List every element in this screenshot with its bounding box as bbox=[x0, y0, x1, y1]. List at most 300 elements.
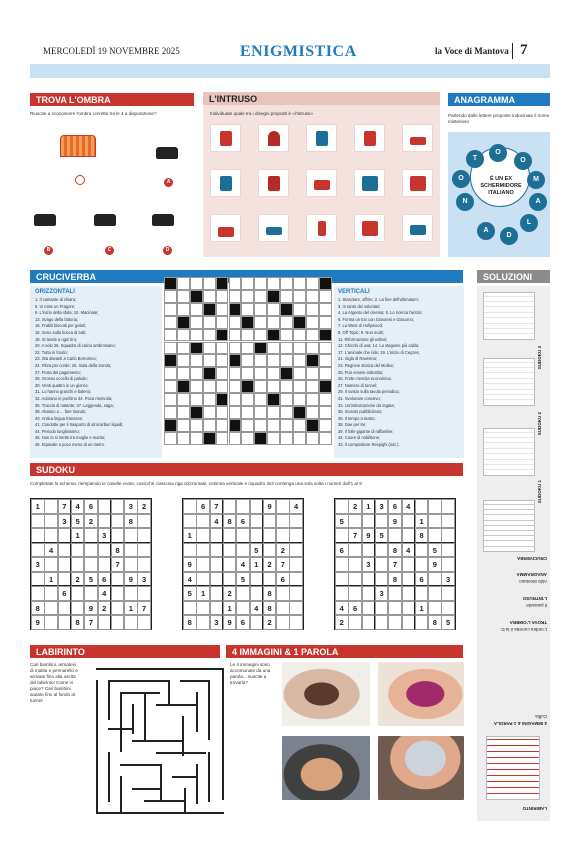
crossword-cell[interactable] bbox=[293, 432, 306, 445]
sudoku-cell[interactable] bbox=[236, 499, 250, 514]
crossword-cell[interactable] bbox=[241, 393, 254, 406]
sudoku-cell[interactable] bbox=[44, 528, 58, 543]
crossword-cell[interactable] bbox=[177, 367, 190, 380]
sudoku-cell[interactable] bbox=[124, 615, 138, 630]
sudoku-cell[interactable] bbox=[31, 543, 45, 558]
crossword-cell[interactable] bbox=[177, 406, 190, 419]
shadow-b-icon[interactable] bbox=[34, 214, 56, 226]
crossword-cell[interactable] bbox=[229, 380, 242, 393]
crossword-cell[interactable] bbox=[229, 277, 242, 290]
sudoku-cell[interactable] bbox=[84, 557, 98, 572]
crossword-cell[interactable] bbox=[280, 290, 293, 303]
sudoku-cell[interactable] bbox=[137, 557, 151, 572]
crossword-cell[interactable] bbox=[241, 419, 254, 432]
crossword-cell[interactable] bbox=[267, 393, 280, 406]
chest-icon[interactable] bbox=[354, 214, 385, 242]
crossword-cell[interactable] bbox=[319, 303, 332, 316]
crossword-cell[interactable] bbox=[293, 406, 306, 419]
sudoku-cell[interactable] bbox=[402, 557, 416, 572]
crossword-cell[interactable] bbox=[254, 277, 267, 290]
maze[interactable] bbox=[96, 668, 224, 814]
sudoku-cell[interactable] bbox=[362, 615, 376, 630]
sudoku-cell[interactable] bbox=[402, 601, 416, 616]
sudoku-cell[interactable] bbox=[428, 499, 442, 514]
option-b-badge[interactable]: B bbox=[44, 246, 53, 255]
crossword-cell[interactable] bbox=[216, 303, 229, 316]
crossword-cell[interactable] bbox=[164, 367, 177, 380]
sudoku-cell[interactable] bbox=[58, 615, 72, 630]
sudoku-cell[interactable] bbox=[183, 601, 197, 616]
crossword-cell[interactable] bbox=[190, 354, 203, 367]
sudoku-cell[interactable] bbox=[44, 586, 58, 601]
crossword-cell[interactable] bbox=[229, 303, 242, 316]
sudoku-cell[interactable] bbox=[44, 615, 58, 630]
bunk-icon[interactable] bbox=[354, 169, 385, 197]
crossword-cell[interactable] bbox=[164, 277, 177, 290]
crossword-cell[interactable] bbox=[254, 393, 267, 406]
crossword-cell[interactable] bbox=[306, 393, 319, 406]
sudoku-cell[interactable] bbox=[236, 601, 250, 616]
crossword-cell[interactable] bbox=[203, 367, 216, 380]
sudoku-cell[interactable] bbox=[362, 572, 376, 587]
crossword-cell[interactable] bbox=[216, 290, 229, 303]
sudoku-grid-2[interactable] bbox=[182, 498, 304, 630]
sudoku-cell[interactable] bbox=[263, 572, 277, 587]
sudoku-cell[interactable] bbox=[375, 601, 389, 616]
crossword-cell[interactable] bbox=[319, 316, 332, 329]
crossword-cell[interactable] bbox=[306, 329, 319, 342]
crossword-grid[interactable] bbox=[164, 277, 332, 445]
floor-lamp-icon[interactable] bbox=[306, 214, 337, 242]
crossword-cell[interactable] bbox=[216, 406, 229, 419]
crossword-cell[interactable] bbox=[319, 277, 332, 290]
sudoku-cell[interactable] bbox=[289, 543, 303, 558]
sudoku-cell[interactable] bbox=[58, 601, 72, 616]
crossword-cell[interactable] bbox=[177, 316, 190, 329]
sudoku-cell[interactable] bbox=[137, 615, 151, 630]
sudoku-cell[interactable] bbox=[441, 586, 455, 601]
crossword-cell[interactable] bbox=[190, 290, 203, 303]
sudoku-cell[interactable] bbox=[196, 615, 210, 630]
crossword-cell[interactable] bbox=[306, 419, 319, 432]
bench-icon[interactable] bbox=[402, 214, 433, 242]
crossword-cell[interactable] bbox=[306, 380, 319, 393]
sudoku-cell[interactable] bbox=[98, 499, 112, 514]
crossword-cell[interactable] bbox=[241, 290, 254, 303]
sudoku-cell[interactable] bbox=[236, 586, 250, 601]
crossword-cell[interactable] bbox=[254, 354, 267, 367]
crossword-cell[interactable] bbox=[190, 316, 203, 329]
sudoku-cell[interactable] bbox=[111, 499, 125, 514]
sudoku-cell[interactable] bbox=[388, 586, 402, 601]
double-bed-icon[interactable] bbox=[306, 169, 337, 197]
crossword-cell[interactable] bbox=[241, 277, 254, 290]
crossword-cell[interactable] bbox=[164, 380, 177, 393]
crossword-cell[interactable] bbox=[293, 380, 306, 393]
crossword-cell[interactable] bbox=[254, 380, 267, 393]
crossword-cell[interactable] bbox=[164, 354, 177, 367]
sudoku-cell[interactable] bbox=[428, 586, 442, 601]
crossword-cell[interactable] bbox=[241, 342, 254, 355]
sudoku-cell[interactable] bbox=[98, 557, 112, 572]
sudoku-cell[interactable] bbox=[289, 528, 303, 543]
option-d-badge[interactable]: D bbox=[163, 246, 172, 255]
sudoku-cell[interactable] bbox=[362, 586, 376, 601]
sudoku-cell[interactable] bbox=[402, 586, 416, 601]
sudoku-cell[interactable] bbox=[276, 586, 290, 601]
sudoku-cell[interactable] bbox=[71, 543, 85, 558]
crossword-cell[interactable] bbox=[267, 342, 280, 355]
sudoku-cell[interactable] bbox=[276, 615, 290, 630]
crossword-cell[interactable] bbox=[319, 406, 332, 419]
crossword-cell[interactable] bbox=[164, 303, 177, 316]
crossword-cell[interactable] bbox=[241, 367, 254, 380]
crossword-cell[interactable] bbox=[306, 342, 319, 355]
crossword-cell[interactable] bbox=[241, 354, 254, 367]
crossword-cell[interactable] bbox=[293, 367, 306, 380]
crossword-cell[interactable] bbox=[229, 393, 242, 406]
crossword-cell[interactable] bbox=[306, 406, 319, 419]
wardrobe-icon[interactable] bbox=[210, 169, 241, 197]
sudoku-cell[interactable] bbox=[441, 514, 455, 529]
crossword-cell[interactable] bbox=[164, 342, 177, 355]
crossword-cell[interactable] bbox=[306, 277, 319, 290]
sudoku-cell[interactable] bbox=[415, 586, 429, 601]
table-icon[interactable] bbox=[258, 214, 289, 242]
crossword-cell[interactable] bbox=[177, 303, 190, 316]
crossword-cell[interactable] bbox=[229, 419, 242, 432]
sudoku-cell[interactable] bbox=[111, 514, 125, 529]
sudoku-cell[interactable] bbox=[71, 586, 85, 601]
sudoku-cell[interactable] bbox=[98, 615, 112, 630]
crossword-cell[interactable] bbox=[241, 303, 254, 316]
crossword-cell[interactable] bbox=[164, 329, 177, 342]
sudoku-cell[interactable] bbox=[388, 601, 402, 616]
crossword-cell[interactable] bbox=[177, 329, 190, 342]
crossword-cell[interactable] bbox=[293, 342, 306, 355]
crossword-cell[interactable] bbox=[280, 380, 293, 393]
sudoku-cell[interactable] bbox=[210, 557, 224, 572]
sudoku-cell[interactable] bbox=[31, 528, 45, 543]
crossword-cell[interactable] bbox=[254, 432, 267, 445]
crossword-cell[interactable] bbox=[254, 303, 267, 316]
sudoku-cell[interactable] bbox=[183, 499, 197, 514]
sudoku-cell[interactable] bbox=[250, 499, 264, 514]
crossword-cell[interactable] bbox=[280, 329, 293, 342]
crossword-cell[interactable] bbox=[267, 419, 280, 432]
crossword-cell[interactable] bbox=[216, 393, 229, 406]
crossword-cell[interactable] bbox=[229, 367, 242, 380]
crossword-cell[interactable] bbox=[280, 354, 293, 367]
lamp-icon[interactable] bbox=[354, 124, 385, 152]
sudoku-cell[interactable] bbox=[71, 557, 85, 572]
crossword-cell[interactable] bbox=[267, 380, 280, 393]
crossword-cell[interactable] bbox=[319, 329, 332, 342]
crossword-cell[interactable] bbox=[203, 290, 216, 303]
sudoku-cell[interactable] bbox=[111, 572, 125, 587]
crossword-cell[interactable] bbox=[254, 342, 267, 355]
crossword-cell[interactable] bbox=[190, 303, 203, 316]
sudoku-cell[interactable] bbox=[375, 572, 389, 587]
crossword-cell[interactable] bbox=[293, 290, 306, 303]
crossword-cell[interactable] bbox=[216, 367, 229, 380]
crossword-cell[interactable] bbox=[319, 342, 332, 355]
crossword-cell[interactable] bbox=[177, 354, 190, 367]
sudoku-cell[interactable] bbox=[210, 586, 224, 601]
crossword-cell[interactable] bbox=[319, 354, 332, 367]
sudoku-cell[interactable] bbox=[223, 543, 237, 558]
crossword-cell[interactable] bbox=[203, 393, 216, 406]
sudoku-cell[interactable] bbox=[335, 586, 349, 601]
chair-icon[interactable] bbox=[210, 214, 241, 242]
crossword-cell[interactable] bbox=[190, 380, 203, 393]
sudoku-cell[interactable] bbox=[289, 586, 303, 601]
sudoku-cell[interactable] bbox=[44, 514, 58, 529]
crossword-cell[interactable] bbox=[164, 393, 177, 406]
crossword-cell[interactable] bbox=[306, 354, 319, 367]
crossword-cell[interactable] bbox=[177, 342, 190, 355]
crossword-cell[interactable] bbox=[267, 354, 280, 367]
crossword-cell[interactable] bbox=[177, 290, 190, 303]
crossword-cell[interactable] bbox=[164, 290, 177, 303]
sudoku-cell[interactable] bbox=[428, 514, 442, 529]
crossword-cell[interactable] bbox=[190, 406, 203, 419]
sudoku-cell[interactable] bbox=[250, 528, 264, 543]
sudoku-cell[interactable] bbox=[111, 528, 125, 543]
sudoku-cell[interactable] bbox=[44, 557, 58, 572]
sudoku-cell[interactable] bbox=[31, 572, 45, 587]
crossword-cell[interactable] bbox=[216, 316, 229, 329]
sudoku-cell[interactable] bbox=[58, 557, 72, 572]
crossword-cell[interactable] bbox=[267, 277, 280, 290]
crossword-cell[interactable] bbox=[203, 354, 216, 367]
crossword-cell[interactable] bbox=[177, 393, 190, 406]
sudoku-cell[interactable] bbox=[124, 586, 138, 601]
sudoku-cell[interactable] bbox=[250, 586, 264, 601]
sudoku-cell[interactable] bbox=[183, 543, 197, 558]
crossword-cell[interactable] bbox=[216, 419, 229, 432]
sudoku-cell[interactable] bbox=[210, 543, 224, 558]
sudoku-cell[interactable] bbox=[441, 543, 455, 558]
crossword-cell[interactable] bbox=[229, 354, 242, 367]
sudoku-cell[interactable] bbox=[441, 499, 455, 514]
sudoku-cell[interactable] bbox=[250, 615, 264, 630]
sudoku-cell[interactable] bbox=[402, 528, 416, 543]
sudoku-cell[interactable] bbox=[428, 528, 442, 543]
sudoku-cell[interactable] bbox=[98, 514, 112, 529]
crossword-cell[interactable] bbox=[190, 393, 203, 406]
sudoku-cell[interactable] bbox=[428, 601, 442, 616]
sudoku-cell[interactable] bbox=[415, 557, 429, 572]
crossword-cell[interactable] bbox=[203, 380, 216, 393]
crossword-cell[interactable] bbox=[190, 432, 203, 445]
crossword-cell[interactable] bbox=[280, 419, 293, 432]
sudoku-cell[interactable] bbox=[71, 601, 85, 616]
crossword-cell[interactable] bbox=[306, 367, 319, 380]
sudoku-cell[interactable] bbox=[348, 514, 362, 529]
sudoku-cell[interactable] bbox=[236, 528, 250, 543]
sudoku-cell[interactable] bbox=[196, 601, 210, 616]
crossword-cell[interactable] bbox=[177, 432, 190, 445]
sudoku-cell[interactable] bbox=[289, 572, 303, 587]
crossword-cell[interactable] bbox=[293, 393, 306, 406]
crossword-cell[interactable] bbox=[319, 419, 332, 432]
crossword-cell[interactable] bbox=[293, 354, 306, 367]
sudoku-cell[interactable] bbox=[98, 543, 112, 558]
sudoku-cell[interactable] bbox=[375, 557, 389, 572]
crossword-cell[interactable] bbox=[280, 277, 293, 290]
sudoku-cell[interactable] bbox=[335, 572, 349, 587]
crossword-cell[interactable] bbox=[254, 329, 267, 342]
sudoku-cell[interactable] bbox=[31, 586, 45, 601]
sudoku-cell[interactable] bbox=[362, 514, 376, 529]
crossword-cell[interactable] bbox=[203, 419, 216, 432]
crossword-cell[interactable] bbox=[306, 432, 319, 445]
sudoku-cell[interactable] bbox=[415, 499, 429, 514]
sudoku-cell[interactable] bbox=[137, 586, 151, 601]
crossword-cell[interactable] bbox=[190, 329, 203, 342]
sudoku-cell[interactable] bbox=[428, 572, 442, 587]
sudoku-cell[interactable] bbox=[196, 514, 210, 529]
sudoku-cell[interactable] bbox=[335, 528, 349, 543]
crossword-cell[interactable] bbox=[216, 432, 229, 445]
crossword-cell[interactable] bbox=[267, 432, 280, 445]
crossword-cell[interactable] bbox=[306, 303, 319, 316]
sudoku-cell[interactable] bbox=[335, 499, 349, 514]
sudoku-cell[interactable] bbox=[31, 514, 45, 529]
crossword-cell[interactable] bbox=[164, 419, 177, 432]
sudoku-cell[interactable] bbox=[348, 572, 362, 587]
crossword-cell[interactable] bbox=[177, 380, 190, 393]
sudoku-cell[interactable] bbox=[111, 586, 125, 601]
bed-icon[interactable] bbox=[402, 124, 433, 152]
crossword-cell[interactable] bbox=[319, 393, 332, 406]
sudoku-cell[interactable] bbox=[137, 514, 151, 529]
sudoku-cell[interactable] bbox=[289, 601, 303, 616]
option-a-badge[interactable]: A bbox=[164, 178, 173, 187]
sudoku-cell[interactable] bbox=[402, 514, 416, 529]
sudoku-cell[interactable] bbox=[375, 514, 389, 529]
sudoku-cell[interactable] bbox=[289, 615, 303, 630]
crossword-cell[interactable] bbox=[319, 380, 332, 393]
sudoku-cell[interactable] bbox=[236, 543, 250, 558]
sudoku-cell[interactable] bbox=[58, 528, 72, 543]
crossword-cell[interactable] bbox=[293, 419, 306, 432]
crossword-cell[interactable] bbox=[241, 380, 254, 393]
crossword-cell[interactable] bbox=[254, 290, 267, 303]
crossword-cell[interactable] bbox=[229, 342, 242, 355]
cabinet-icon[interactable] bbox=[258, 169, 289, 197]
umbrella-icon[interactable] bbox=[258, 124, 289, 152]
sudoku-grid-3[interactable] bbox=[334, 498, 456, 630]
crossword-cell[interactable] bbox=[164, 316, 177, 329]
crossword-cell[interactable] bbox=[229, 316, 242, 329]
sudoku-cell[interactable] bbox=[183, 514, 197, 529]
sudoku-cell[interactable] bbox=[223, 557, 237, 572]
sudoku-cell[interactable] bbox=[196, 572, 210, 587]
sudoku-cell[interactable] bbox=[210, 572, 224, 587]
sudoku-cell[interactable] bbox=[335, 557, 349, 572]
crossword-cell[interactable] bbox=[229, 290, 242, 303]
sudoku-cell[interactable] bbox=[263, 514, 277, 529]
sudoku-cell[interactable] bbox=[263, 528, 277, 543]
crossword-cell[interactable] bbox=[306, 316, 319, 329]
crossword-cell[interactable] bbox=[203, 329, 216, 342]
crossword-cell[interactable] bbox=[254, 406, 267, 419]
sudoku-cell[interactable] bbox=[44, 601, 58, 616]
sudoku-cell[interactable] bbox=[388, 528, 402, 543]
crossword-cell[interactable] bbox=[319, 367, 332, 380]
sudoku-cell[interactable] bbox=[84, 543, 98, 558]
sudoku-cell[interactable] bbox=[348, 615, 362, 630]
crossword-cell[interactable] bbox=[241, 329, 254, 342]
sudoku-cell[interactable] bbox=[196, 543, 210, 558]
crossword-cell[interactable] bbox=[203, 432, 216, 445]
sofa-icon[interactable] bbox=[210, 124, 241, 152]
crossword-cell[interactable] bbox=[267, 406, 280, 419]
crossword-cell[interactable] bbox=[229, 432, 242, 445]
sudoku-cell[interactable] bbox=[276, 601, 290, 616]
crossword-cell[interactable] bbox=[229, 406, 242, 419]
option-c-badge[interactable]: C bbox=[105, 246, 114, 255]
shadow-c-icon[interactable] bbox=[94, 214, 116, 226]
sudoku-cell[interactable] bbox=[289, 557, 303, 572]
crossword-cell[interactable] bbox=[267, 367, 280, 380]
crossword-cell[interactable] bbox=[190, 419, 203, 432]
crossword-cell[interactable] bbox=[280, 303, 293, 316]
sudoku-cell[interactable] bbox=[84, 528, 98, 543]
sudoku-cell[interactable] bbox=[196, 528, 210, 543]
sudoku-cell[interactable] bbox=[111, 615, 125, 630]
sudoku-cell[interactable] bbox=[362, 601, 376, 616]
crossword-cell[interactable] bbox=[293, 329, 306, 342]
sudoku-cell[interactable] bbox=[441, 557, 455, 572]
shadow-d-icon[interactable] bbox=[152, 214, 174, 226]
crossword-cell[interactable] bbox=[267, 303, 280, 316]
crossword-cell[interactable] bbox=[203, 303, 216, 316]
crossword-cell[interactable] bbox=[280, 432, 293, 445]
sudoku-cell[interactable] bbox=[388, 615, 402, 630]
sudoku-cell[interactable] bbox=[348, 586, 362, 601]
crossword-cell[interactable] bbox=[254, 316, 267, 329]
sudoku-cell[interactable] bbox=[124, 528, 138, 543]
crossword-cell[interactable] bbox=[293, 277, 306, 290]
sudoku-cell[interactable] bbox=[441, 528, 455, 543]
desk-icon[interactable] bbox=[306, 124, 337, 152]
crossword-cell[interactable] bbox=[203, 316, 216, 329]
sudoku-cell[interactable] bbox=[58, 572, 72, 587]
sudoku-cell[interactable] bbox=[44, 499, 58, 514]
sudoku-cell[interactable] bbox=[402, 572, 416, 587]
crossword-cell[interactable] bbox=[293, 303, 306, 316]
crossword-cell[interactable] bbox=[203, 342, 216, 355]
sudoku-cell[interactable] bbox=[223, 499, 237, 514]
crossword-cell[interactable] bbox=[254, 367, 267, 380]
sudoku-cell[interactable] bbox=[137, 528, 151, 543]
sudoku-cell[interactable] bbox=[210, 528, 224, 543]
crossword-cell[interactable] bbox=[319, 432, 332, 445]
sudoku-cell[interactable] bbox=[441, 601, 455, 616]
crossword-cell[interactable] bbox=[280, 367, 293, 380]
sudoku-cell[interactable] bbox=[58, 543, 72, 558]
crossword-cell[interactable] bbox=[203, 406, 216, 419]
crossword-cell[interactable] bbox=[203, 277, 216, 290]
crossword-cell[interactable] bbox=[267, 316, 280, 329]
crossword-cell[interactable] bbox=[280, 393, 293, 406]
crossword-cell[interactable] bbox=[280, 316, 293, 329]
sudoku-cell[interactable] bbox=[111, 601, 125, 616]
sudoku-cell[interactable] bbox=[348, 543, 362, 558]
